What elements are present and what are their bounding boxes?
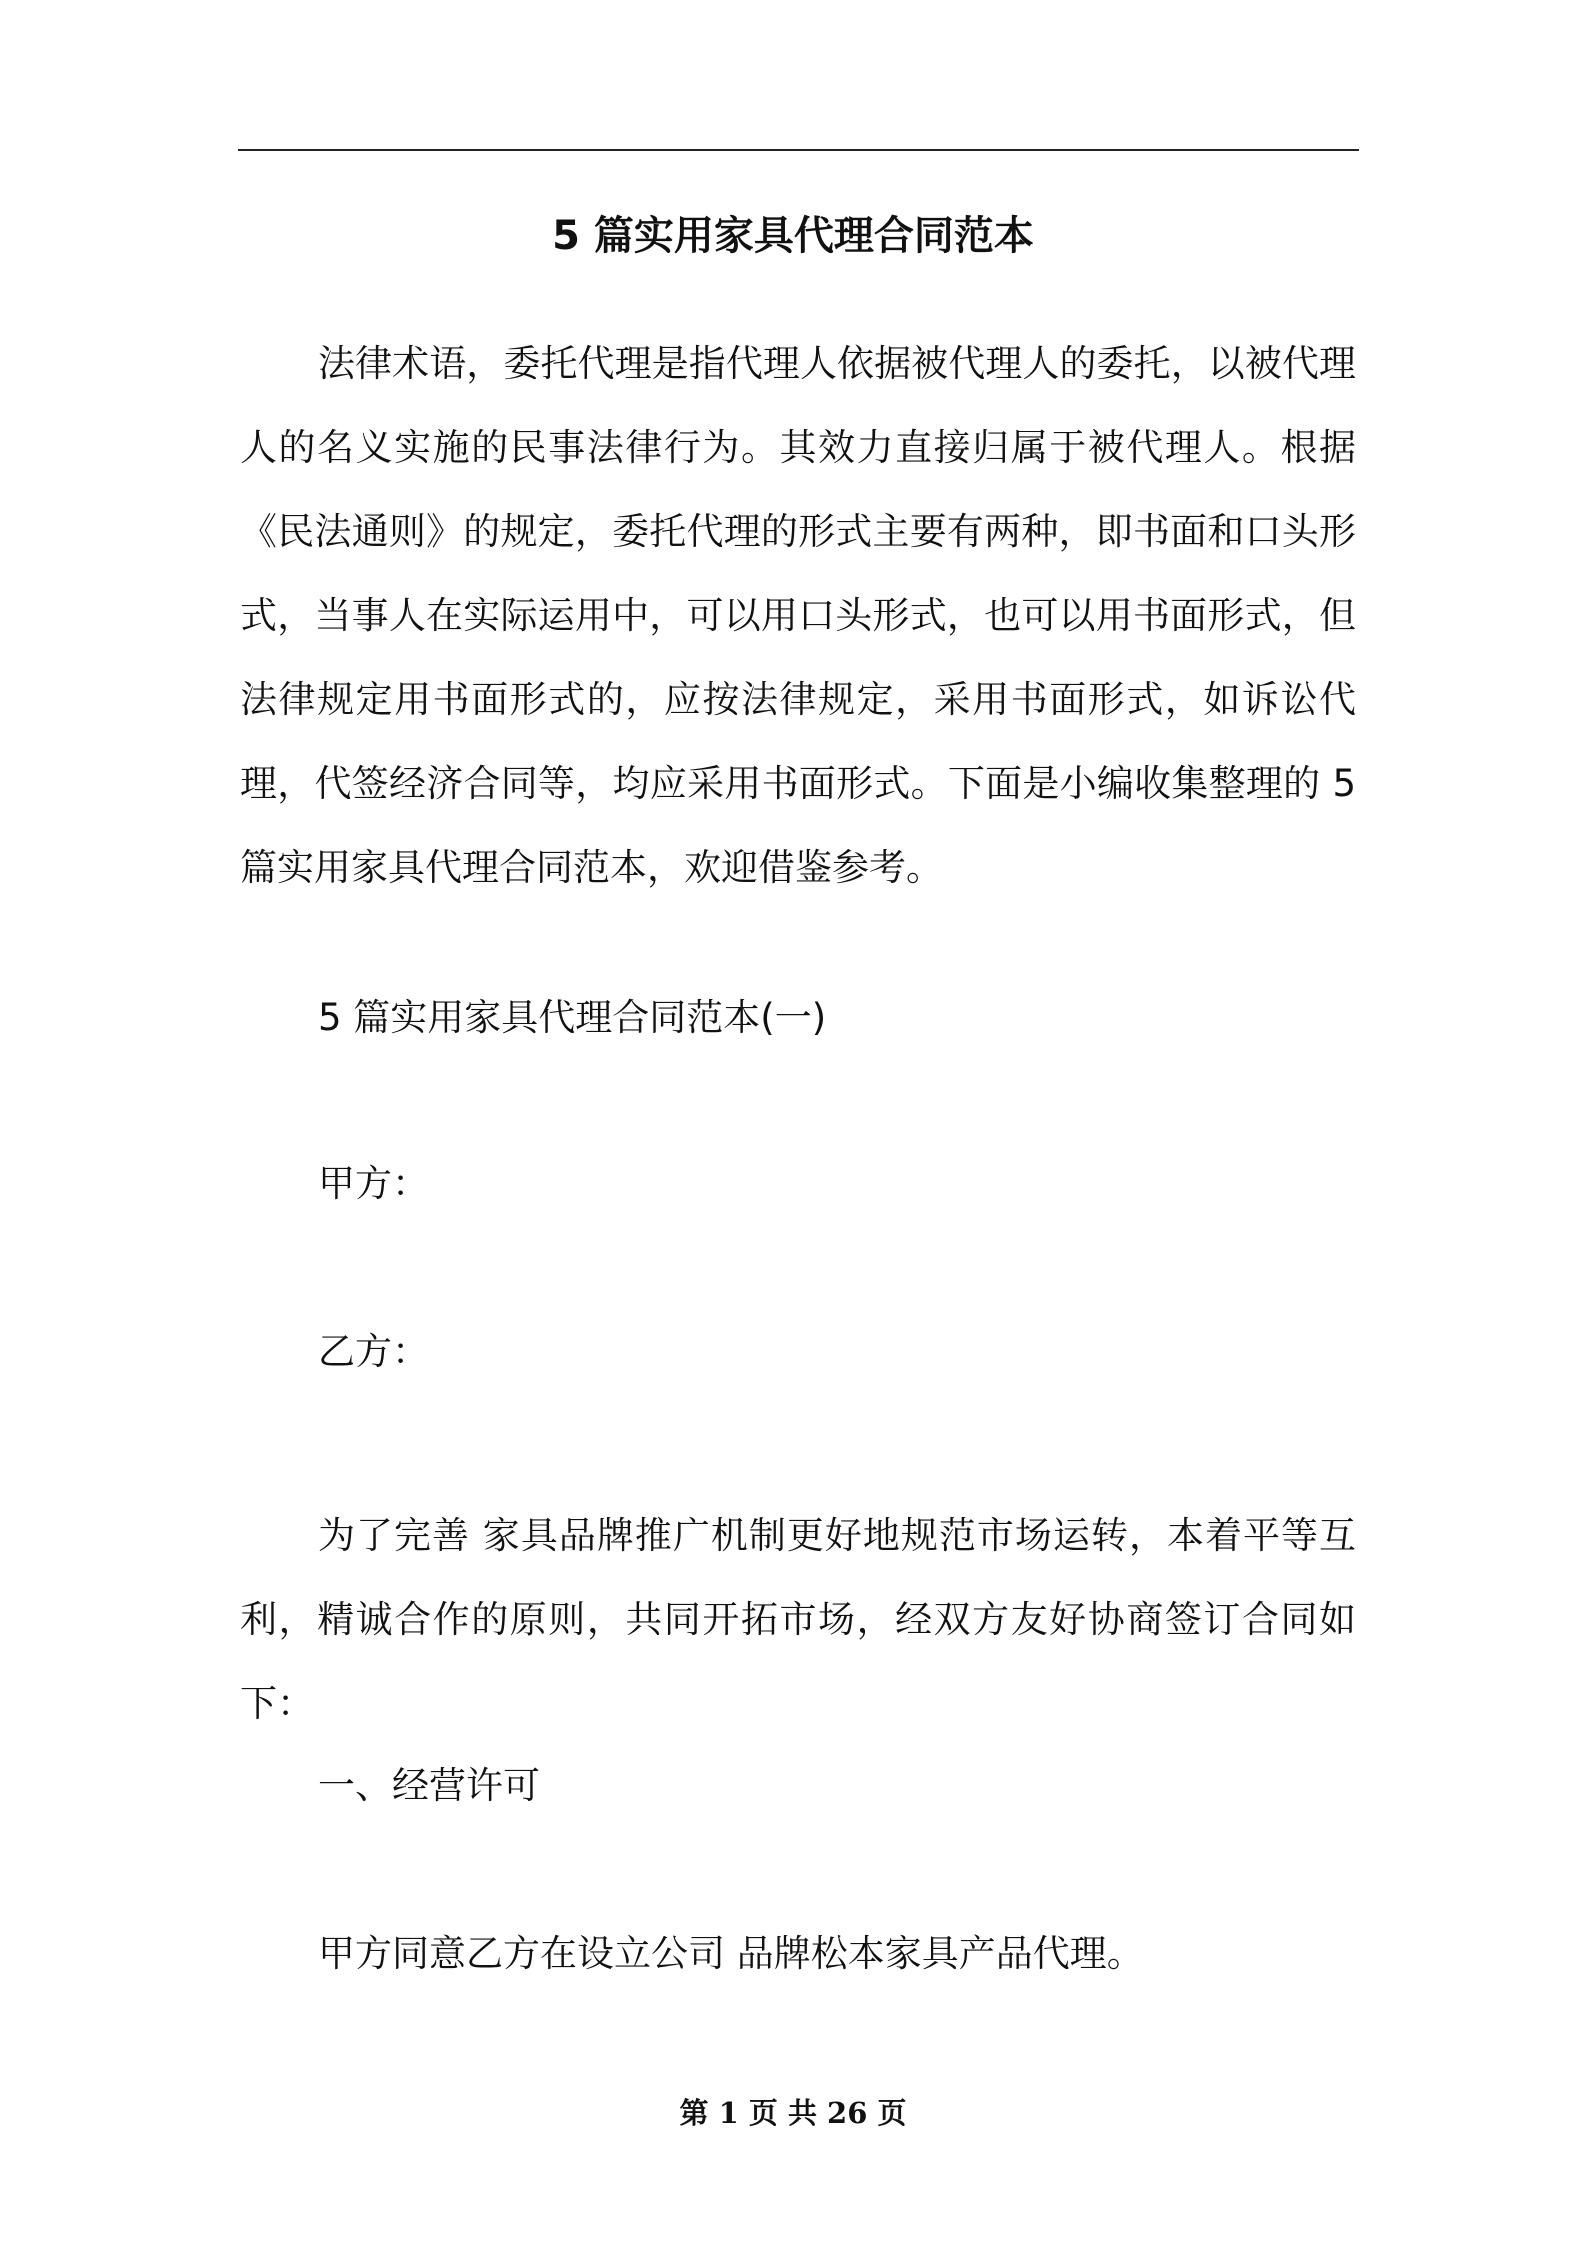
header-rule bbox=[238, 149, 1359, 151]
section-heading: 5 篇实用家具代理合同范本(一) bbox=[318, 996, 827, 1039]
clause-1-text: 甲方同意乙方在设立公司 品牌松本家具产品代理。 bbox=[318, 1932, 1144, 1975]
document-title: 5 篇实用家具代理合同范本 bbox=[552, 213, 1034, 259]
party-a-label: 甲方： bbox=[318, 1162, 429, 1205]
clause-1-heading: 一、经营许可 bbox=[318, 1764, 540, 1807]
purpose-paragraph: 为了完善 家具品牌推广机制更好地规范市场运转，本着平等互利，精诚合作的原则，共同开拓市场，经双方友好协商签订合同如下： bbox=[240, 1514, 1356, 1725]
page-indicator: 第 1 页 共 26 页 bbox=[679, 2096, 907, 2130]
party-b-label: 乙方： bbox=[318, 1330, 429, 1373]
intro-paragraph: 法律术语，委托代理是指代理人依据被代理人的委托，以被代理人的名义实施的民事法律行为。其效力直接归属于被代理人。根据《民法通则》的规定，委托代理的形式主要有两种，即书面和口头形式，当事人在实际运用中，可以用口头形式，也可以用书面形式，但法律规定用书面形式的，应按法律规定，采用书面形式，如诉讼代理，代签经济合同等，均应采用书面形式。下面是小编收集整理的 5 篇实用家具代理合同范本，欢迎借鉴参考。 bbox=[240, 342, 1356, 889]
